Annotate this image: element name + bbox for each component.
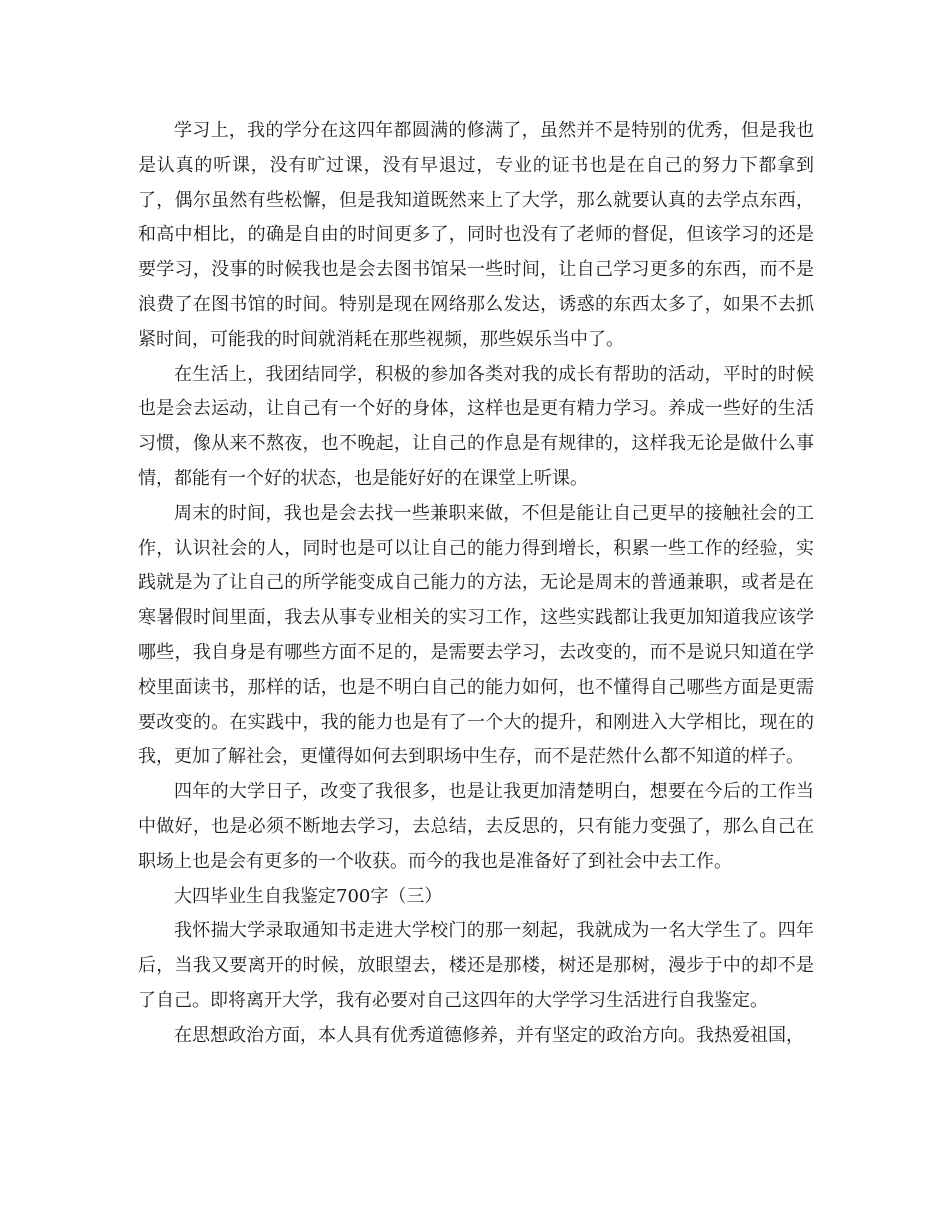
paragraph-study: 学习上，我的学分在这四年都圆满的修满了，虽然并不是特别的优秀，但是我也是认真的听课，没有旷过课，没有早退过，专业的证书也是在自己的努力下都拿到了，偶尔虽然有些松懈，但是我知道既然来上了大学，那么就要认真的去学点东西，和高中相比，的确是自由的时间更多了，同时也没有了老师的督促，但该学习的还是要学习，没事的时候我也是会去图书馆呆一些时间，让自己学习更多的东西，而不是浪费了在图书馆的时间。特别是现在网络那么发达，诱惑的东西太多了，如果不去抓紧时间，可能我的时间就消耗在那些视频，那些娱乐当中了。 xyxy=(138,120,814,350)
paragraph-parttime-work: 周末的时间，我也是会去找一些兼职来做，不但是能让自己更早的接触社会的工作，认识社会的人，同时也是可以让自己的能力得到增长，积累一些工作的经验，实践就是为了让自己的所学能变成自己能力的方法，无论是周末的普通兼职，或者是在寒暑假时间里面，我去从事专业相关的实习工作，这些实践都让我更加知道我应该学哪些，我自身是有哪些方面不足的，是需要去学习，去改变的，而不是说只知道在学校里面读书，那样的话，也是不明白自己的能力如何，也不懂得自己哪些方面是更需要改变的。在实践中，我的能力也是有了一个大的提升，和刚进入大学相比，现在的我，更加了解社会，更懂得如何去到职场中生存，而不是茫然什么都不知道的样子。 xyxy=(138,502,814,768)
document-body xyxy=(138,114,814,1054)
paragraph-life: 在生活上，我团结同学，积极的参加各类对我的成长有帮助的活动，平时的时候也是会去运动，让自己有一个好的身体，这样也是更有精力学习。养成一些好的生活习惯，像从来不熬夜，也不晚起，让自己的作息是有规律的，这样我无论是做什么事情，都能有一个好的状态，也是能好好的在课堂上听课。 xyxy=(138,363,814,489)
paragraph-introduction: 我怀揣大学录取通知书走进大学校门的那一刻起，我就成为一名大学生了。四年后，当我又要离开的时候，放眼望去，楼还是那楼，树还是那树，漫步于中的却不是了自己。即将离开大学，我有必要对自己这四年的大学学习生活进行自我鉴定。 xyxy=(138,920,814,1011)
paragraph-political: 在思想政治方面，本人具有优秀道德修养，并有坚定的政治方向。我热爱祖国， xyxy=(174,1024,804,1046)
section-heading: 大四毕业生自我鉴定700字（三） xyxy=(174,885,443,907)
paragraph-summary: 四年的大学日子，改变了我很多，也是让我更加清楚明白，想要在今后的工作当中做好，也是必须不断地去学习，去总结，去反思的，只有能力变强了，那么自己在职场上也是会有更多的一个收获。而今的我也是准备好了到社会中去工作。 xyxy=(138,781,814,872)
